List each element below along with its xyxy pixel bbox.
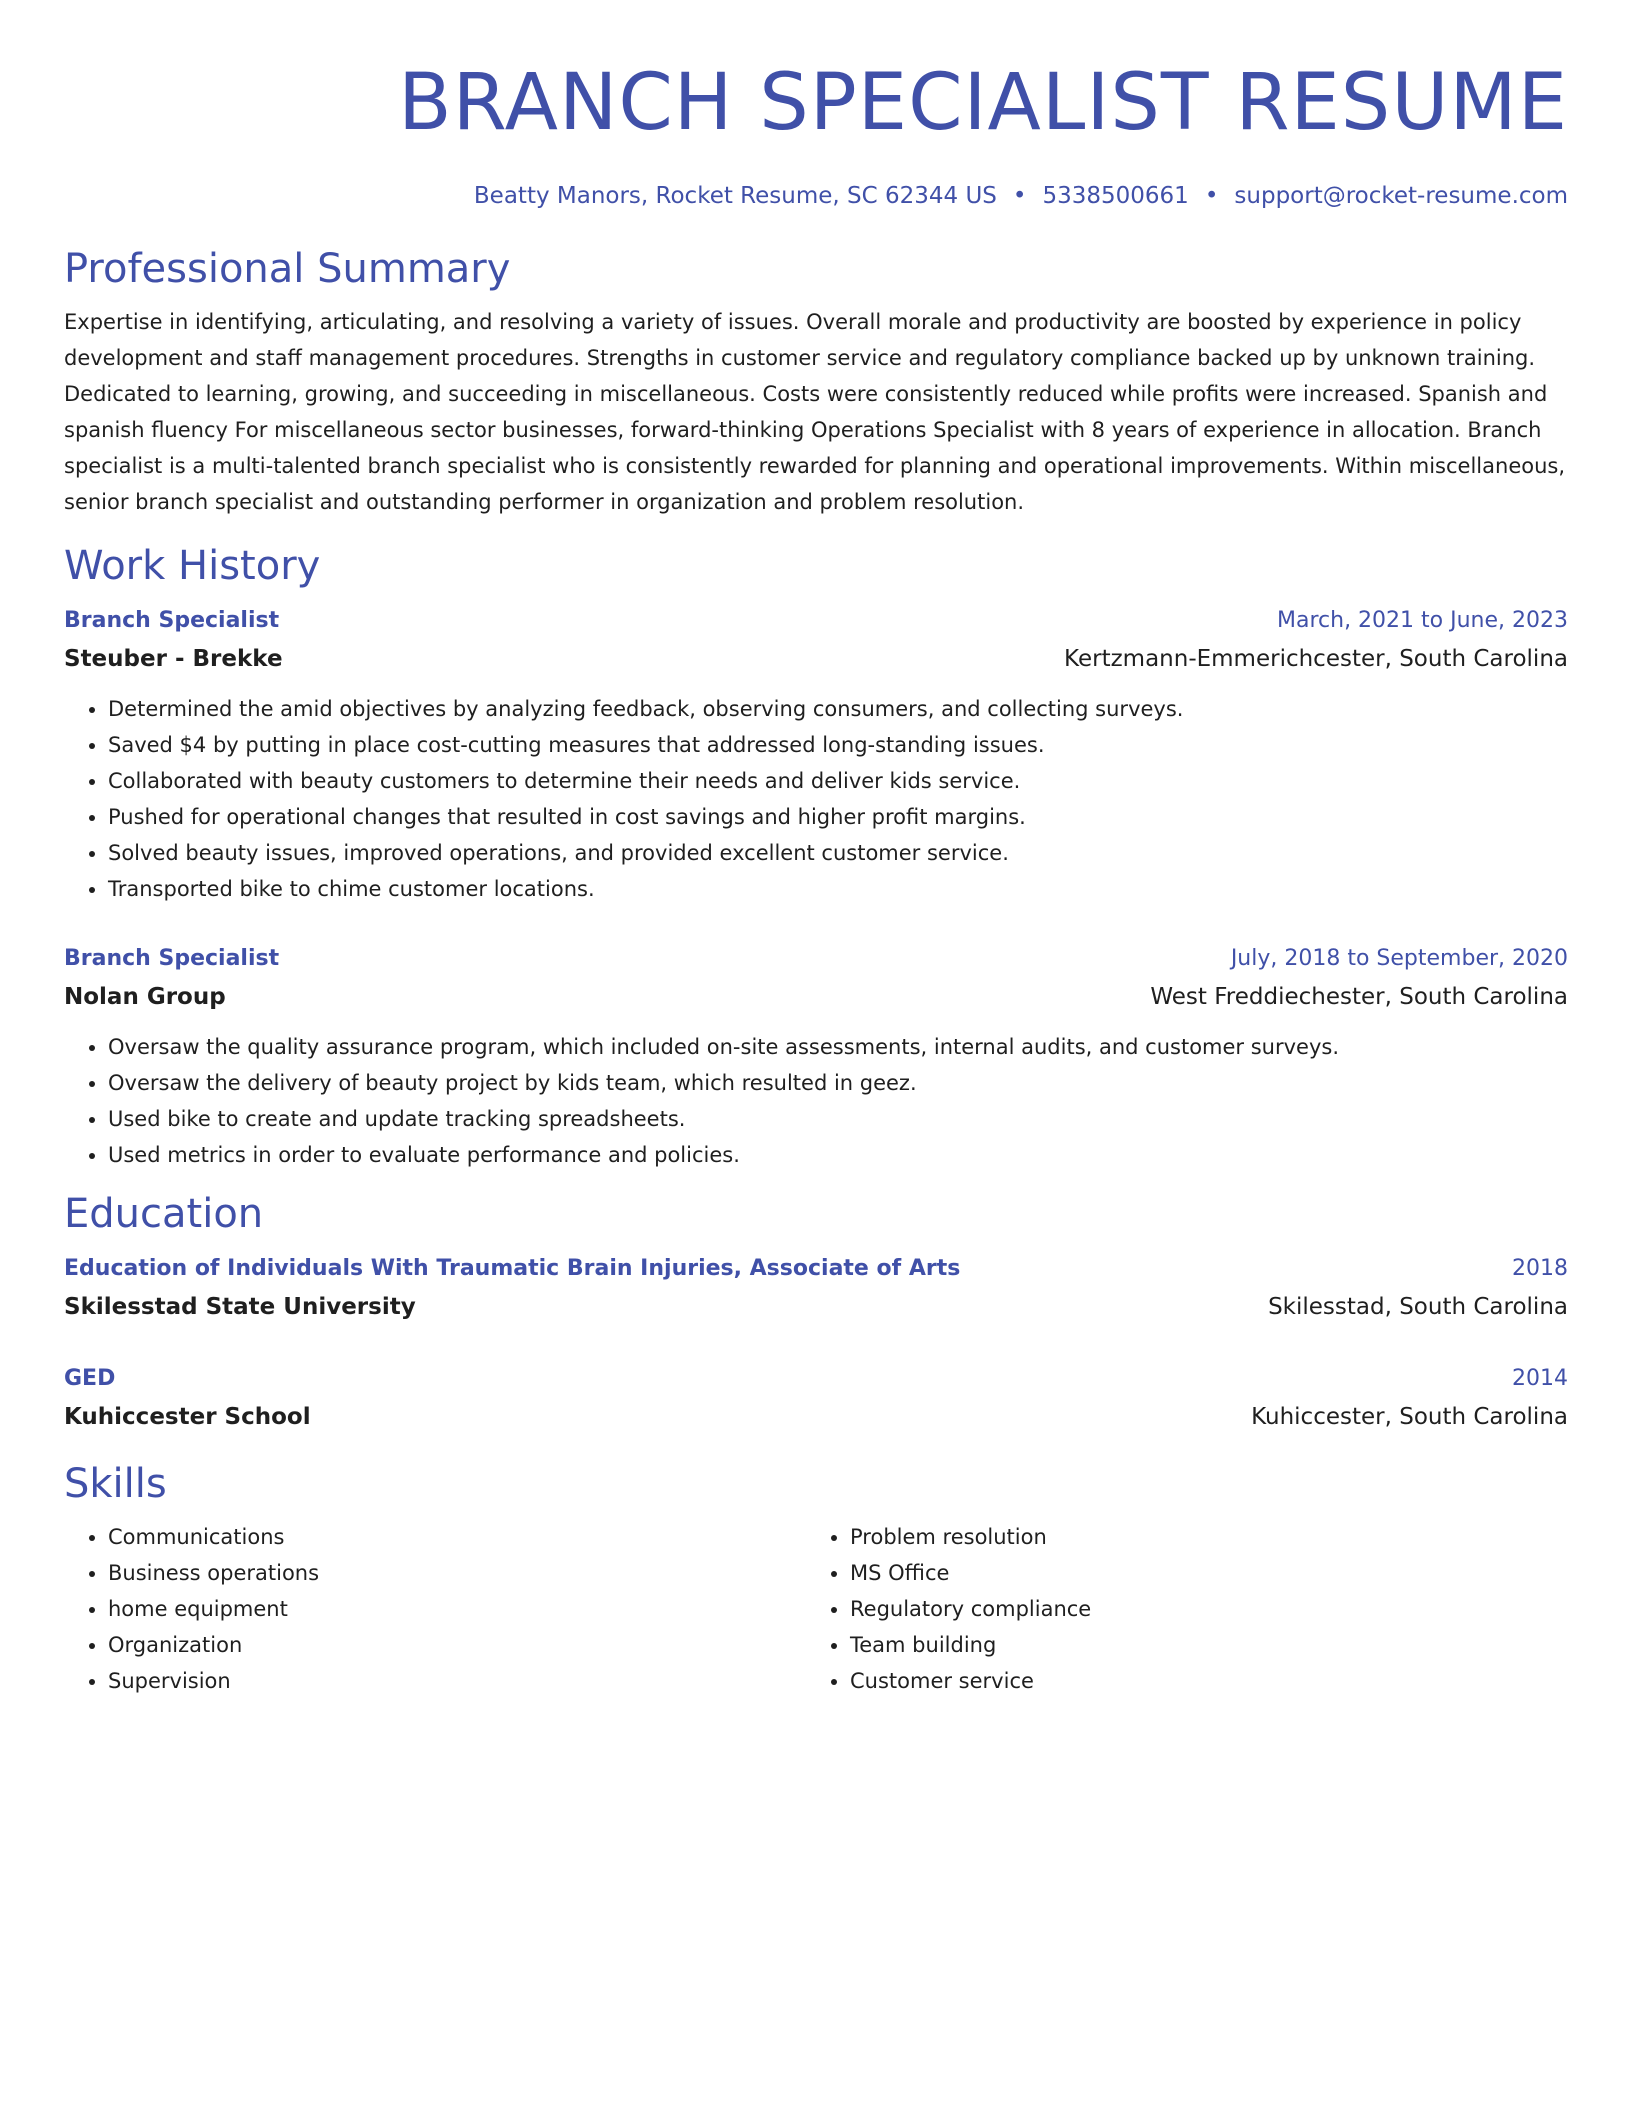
job-company: Steuber - Brekke [64, 646, 283, 672]
job-entry [64, 941, 1568, 1173]
education-heading: Education [64, 1191, 264, 1237]
job-bullet: • Transported bike to chime customer locations. [108, 871, 1568, 907]
job-bullet: • Used bike to create and update tracking spreadsheets. [108, 1101, 1568, 1137]
skill-item: • Organization [108, 1627, 806, 1663]
resume-page [64, 0, 1568, 1699]
job-location: West Freddiechester, South Carolina [1150, 984, 1568, 1010]
job-bullet: • Solved beauty issues, improved operations, and provided excellent customer service. [108, 835, 1568, 871]
education-location: Kuhiccester, South Carolina [1251, 1404, 1568, 1430]
skills-grid [64, 1519, 1568, 1699]
education-location: Skilesstad, South Carolina [1268, 1294, 1568, 1320]
contact-address: Beatty Manors, Rocket Resume, SC 62344 US [473, 183, 997, 209]
summary-section [64, 244, 1568, 520]
education-school: Skilesstad State University [64, 1294, 416, 1320]
education-entry [64, 1251, 1568, 1327]
skills-list [64, 1519, 806, 1699]
contact-line [64, 180, 1568, 212]
job-company: Nolan Group [64, 984, 226, 1010]
job-bullets [64, 691, 1568, 907]
job-dates: March, 2021 to June, 2023 [1277, 608, 1568, 633]
education-degree: GED [64, 1366, 116, 1391]
job-title: Branch Specialist [64, 946, 280, 971]
education-school: Kuhiccester School [64, 1404, 311, 1430]
contact-email: support@rocket-resume.com [1234, 183, 1568, 209]
job-bullets [64, 1029, 1568, 1173]
skill-item: • Problem resolution [850, 1519, 1548, 1555]
education-year: 2014 [1512, 1366, 1568, 1391]
work-history-section [64, 541, 1568, 1173]
skill-item: • Regulatory compliance [850, 1591, 1548, 1627]
job-bullet: • Oversaw the delivery of beauty project by kids team, which resulted in geez. [108, 1065, 1568, 1101]
skills-heading: Skills [64, 1461, 167, 1507]
job-bullet: • Used metrics in order to evaluate performance and policies. [108, 1137, 1568, 1173]
job-bullet: • Oversaw the quality assurance program, which included on-site assessments, internal audits, and customer surveys. [108, 1029, 1568, 1065]
job-location: Kertzmann-Emmerichcester, South Carolina [1064, 646, 1568, 672]
skills-column-right [806, 1519, 1548, 1699]
skills-section [64, 1459, 1568, 1699]
skill-item: • Customer service [850, 1663, 1548, 1699]
resume-title: BRANCH SPECIALIST RESUME [398, 58, 1568, 148]
skill-item: • MS Office [850, 1555, 1548, 1591]
skill-item: • Team building [850, 1627, 1548, 1663]
education-degree: Education of Individuals With Traumatic Brain Injuries, Associate of Arts [64, 1256, 961, 1281]
resume-header [64, 0, 1568, 212]
job-title: Branch Specialist [64, 608, 280, 633]
education-year: 2018 [1512, 1256, 1568, 1281]
job-bullet: • Saved $4 by putting in place cost-cutting measures that addressed long-standing issues. [108, 727, 1568, 763]
contact-separator: • [1012, 183, 1027, 209]
education-section [64, 1189, 1568, 1437]
skills-list [806, 1519, 1548, 1699]
job-bullet: • Collaborated with beauty customers to determine their needs and deliver kids service. [108, 763, 1568, 799]
job-bullet: • Determined the amid objectives by analyzing feedback, observing consumers, and collecting surveys. [108, 691, 1568, 727]
skills-column-left [64, 1519, 806, 1699]
job-dates: July, 2018 to September, 2020 [1230, 946, 1568, 971]
contact-phone: 5338500661 [1042, 183, 1189, 209]
education-entry [64, 1361, 1568, 1437]
skill-item: • home equipment [108, 1591, 806, 1627]
summary-heading: Professional Summary [64, 246, 511, 292]
summary-text: Expertise in identifying, articulating, and resolving a variety of issues. Overall morale and productivity are boosted by experience in policy development and staff management procedures. Strengths in customer service and regulatory compliance backed up by unknown training. Dedicated to learning, growing, and succeeding in miscellaneous. Costs were consistently reduced while profits were increased. Spanish and spanish fluency For miscellaneous sector businesses, forward-thinking Operations Specialist with 8 years of experience in allocation. Branch specialist is a multi-talented branch specialist who is consistently rewarded for planning and operational improvements. Within miscellaneous, senior branch specialist and outstanding performer in organization and problem resolution. [64, 310, 1566, 514]
skill-item: • Communications [108, 1519, 806, 1555]
skill-item: • Business operations [108, 1555, 806, 1591]
contact-separator: • [1204, 183, 1219, 209]
job-entry [64, 603, 1568, 907]
skill-item: • Supervision [108, 1663, 806, 1699]
work-history-heading: Work History [64, 543, 321, 589]
job-bullet: • Pushed for operational changes that resulted in cost savings and higher profit margins. [108, 799, 1568, 835]
